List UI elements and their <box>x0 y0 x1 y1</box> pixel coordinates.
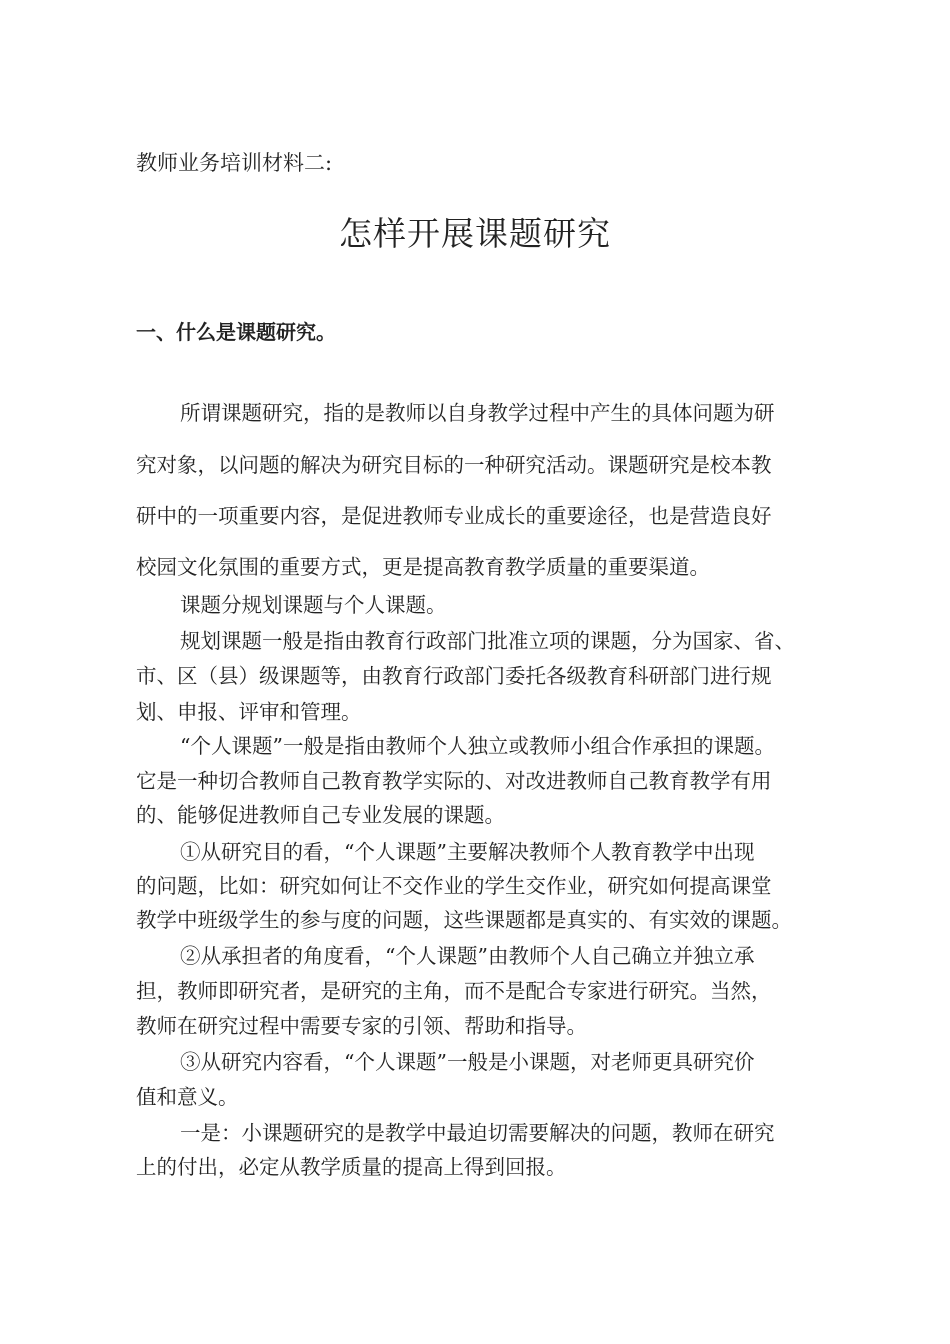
paragraph-line: 担，教师即研究者，是研究的主角，而不是配合专家进行研究。当然， <box>136 979 772 1003</box>
document-subtitle: 教师业务培训材料二: <box>136 151 333 175</box>
document-title: 怎样开展课题研究 <box>339 214 611 253</box>
paragraph-line: 值和意义。 <box>136 1085 239 1109</box>
paragraph-line: “个人课题”一般是指由教师个人独立或教师小组合作承担的课题。 <box>180 734 775 758</box>
paragraph-line: 教学中班级学生的参与度的问题，这些课题都是真实的、有实效的课题。 <box>136 908 792 932</box>
paragraph-line: 的问题，比如：研究如何让不交作业的学生交作业，研究如何提高课堂 <box>136 874 772 898</box>
paragraph-line: 教师在研究过程中需要专家的引领、帮助和指导。 <box>136 1014 587 1038</box>
paragraph-line: ②从承担者的角度看，“个人课题”由教师个人自己确立并独立承 <box>180 944 755 968</box>
paragraph-line: 上的付出，必定从教学质量的提高上得到回报。 <box>136 1155 567 1179</box>
paragraph-line: 校园文化氛围的重要方式，更是提高教育教学质量的重要渠道。 <box>136 555 710 579</box>
paragraph-line: ③从研究内容看，“个人课题”一般是小课题，对老师更具研究价 <box>180 1050 755 1074</box>
paragraph-line: 规划课题一般是指由教育行政部门批准立项的课题，分为国家、省、 <box>180 629 795 653</box>
paragraph-line: 一是：小课题研究的是教学中最迫切需要解决的问题，教师在研究 <box>180 1121 775 1145</box>
paragraph-line: 课题分规划课题与个人课题。 <box>180 593 447 617</box>
section-heading: 一、什么是课题研究。 <box>136 320 336 344</box>
paragraph-line: ①从研究目的看，“个人课题”主要解决教师个人教育教学中出现 <box>180 840 755 864</box>
paragraph-line: 它是一种切合教师自己教育教学实际的、对改进教师自己教育教学有用 <box>136 769 772 793</box>
paragraph-line: 研中的一项重要内容，是促进教师专业成长的重要途径，也是营造良好 <box>136 504 772 528</box>
paragraph-line: 划、申报、评审和管理。 <box>136 700 362 724</box>
paragraph-line: 所谓课题研究，指的是教师以自身教学过程中产生的具体问题为研 <box>180 401 775 425</box>
paragraph-line: 的、能够促进教师自己专业发展的课题。 <box>136 803 505 827</box>
paragraph-line: 究对象，以问题的解决为研究目标的一种研究活动。课题研究是校本教 <box>136 453 772 477</box>
paragraph-line: 市、区（县）级课题等，由教育行政部门委托各级教育科研部门进行规 <box>136 664 772 688</box>
